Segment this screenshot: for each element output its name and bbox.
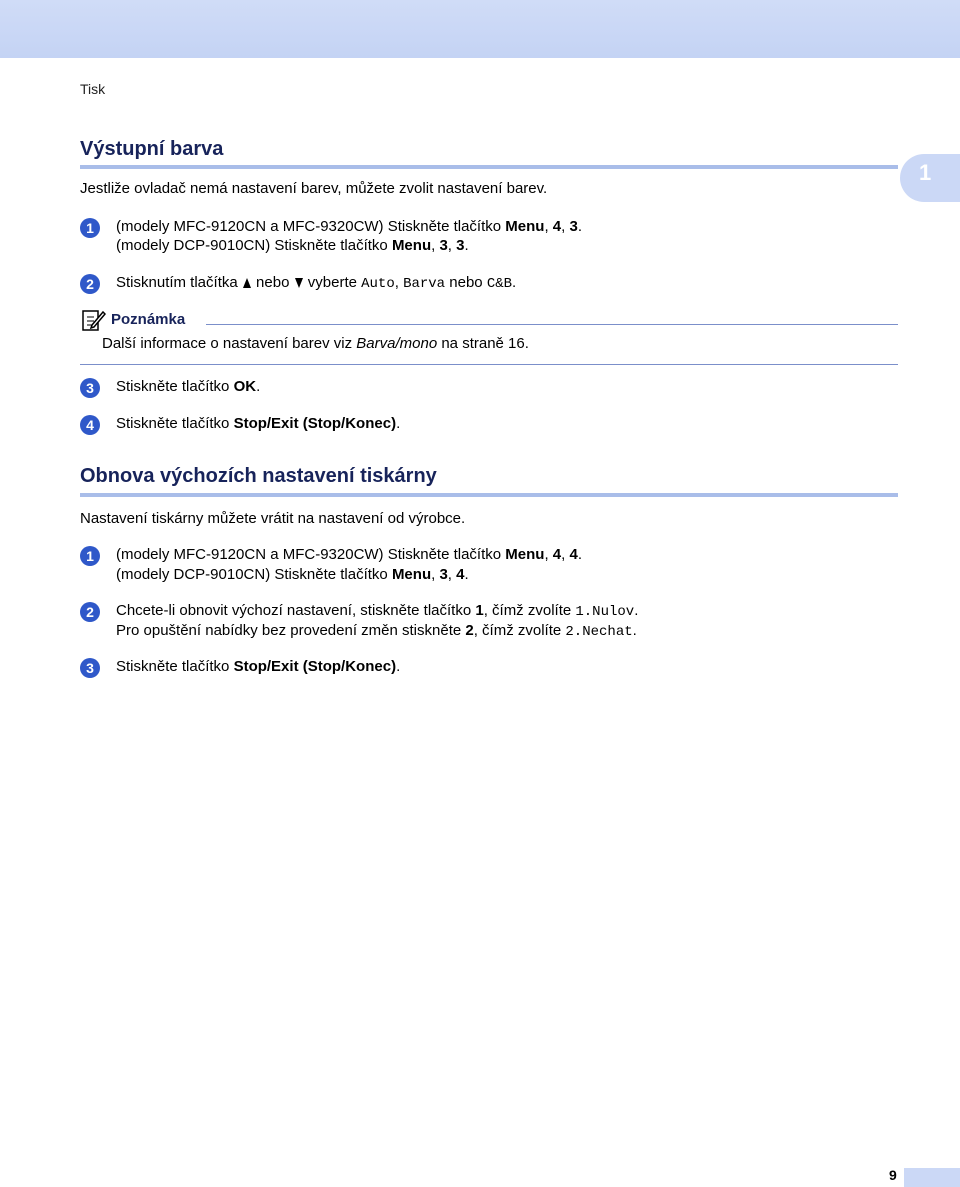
step-2 [80, 601, 900, 645]
step-text-line: (modely MFC-9120CN a MFC-9320CW) Stiskněte tlačítko Menu, 4, 3. [116, 218, 582, 235]
note-title: Poznámka [111, 311, 186, 328]
section-rule [80, 493, 898, 497]
up-arrow-icon [243, 278, 251, 288]
step-text-line: Stisknutím tlačítka nebo vyberte Auto, Barva nebo C&B. [116, 274, 517, 292]
section-title-output-color: Výstupní barva [80, 138, 224, 160]
step-text-line: (modely DCP-9010CN) Stiskněte tlačítko Menu, 3, 3. [116, 237, 469, 254]
step-number-badge: 3 [80, 658, 100, 678]
page-number-tab [904, 1168, 960, 1187]
note-body: Další informace o nastavení barev viz Barva/mono na straně 16. [102, 335, 529, 352]
note-divider [206, 324, 898, 325]
running-title: Tisk [80, 81, 106, 97]
section-rule [80, 165, 898, 169]
step-number-badge: 2 [80, 274, 100, 294]
step-number-badge: 4 [80, 415, 100, 435]
note-header [80, 308, 898, 332]
step-text-line: Stiskněte tlačítko OK. [116, 378, 261, 395]
section-intro: Nastavení tiskárny můžete vrátit na nastavení od výrobce. [80, 510, 466, 527]
note-pencil-icon [82, 308, 106, 332]
step-3 [80, 657, 900, 701]
down-arrow-icon [295, 278, 303, 288]
step-text-line: Pro opuštění nabídky bez provedení změn stiskněte 2, čímž zvolíte 2.Nechat. [116, 622, 637, 640]
page-number: 9 [889, 1167, 897, 1183]
step-text-line: (modely MFC-9120CN a MFC-9320CW) Stiskněte tlačítko Menu, 4, 4. [116, 546, 582, 563]
step-number-badge: 3 [80, 378, 100, 398]
cross-reference-link[interactable]: Barva/mono [356, 335, 438, 352]
note-bottom-divider [80, 364, 898, 365]
section-title-reset-defaults: Obnova výchozích nastavení tiskárny [80, 465, 437, 487]
step-1 [80, 545, 900, 589]
step-text-line: Stiskněte tlačítko Stop/Exit (Stop/Konec). [116, 415, 401, 432]
step-number-badge: 2 [80, 602, 100, 622]
section-intro: Jestliže ovladač nemá nastavení barev, můžete zvolit nastavení barev. [80, 180, 548, 197]
step-text-line: (modely DCP-9010CN) Stiskněte tlačítko Menu, 3, 4. [116, 566, 469, 583]
step-4 [80, 414, 900, 458]
step-text-line: Chcete-li obnovit výchozí nastavení, stiskněte tlačítko 1, čímž zvolíte 1.Nulov. [116, 602, 639, 620]
top-header-band [0, 0, 960, 58]
step-number-badge: 1 [80, 218, 100, 238]
step-1 [80, 217, 900, 261]
step-text-line: Stiskněte tlačítko Stop/Exit (Stop/Konec). [116, 658, 401, 675]
step-number-badge: 1 [80, 546, 100, 566]
chapter-number: 1 [919, 160, 933, 185]
